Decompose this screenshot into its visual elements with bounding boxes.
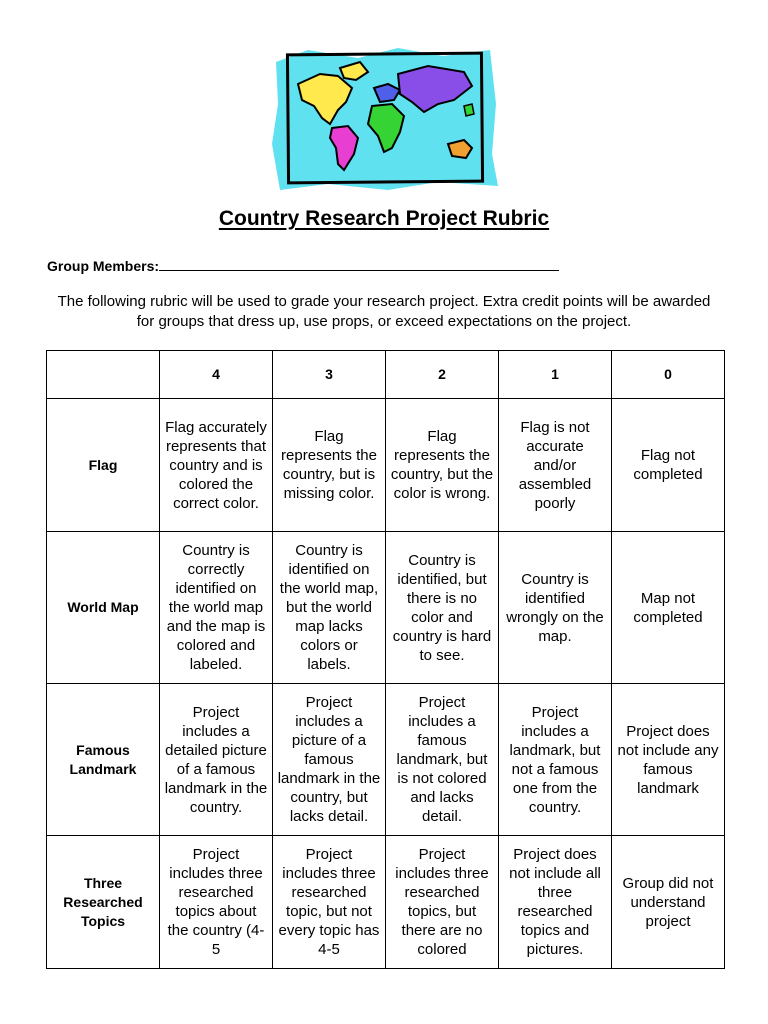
table-cell <box>499 684 612 836</box>
table-cell <box>612 399 725 532</box>
criterion-cell: World Map <box>47 532 160 684</box>
table-cell <box>160 399 273 532</box>
cell-text: Flag is not accurate and/or assembled poorly <box>518 418 592 512</box>
header-cell: 1 <box>499 351 612 399</box>
intro-paragraph: The following rubric will be used to grade your research project. Extra credit points will be awarded for groups that dress up, use props, or exceed expectations on the project. <box>57 293 711 330</box>
criterion-cell: Famous Landmark <box>47 684 160 836</box>
cell-text: Project includes three researched topics about the country (4-5 <box>167 846 265 958</box>
cell-text: Map not completed <box>633 589 703 626</box>
cell-text: Country is identified wrongly on the map. <box>506 570 604 645</box>
table-cell <box>386 684 499 836</box>
page-title: Country Research Project Rubric <box>218 207 550 230</box>
cell-text: Project includes three researched topic, but not every topic has 4-5 <box>278 846 380 958</box>
cell-text: Country is correctly identified on the world map and the map is colored and labeled. <box>166 542 266 673</box>
table-row <box>47 684 725 836</box>
table-cell <box>160 532 273 684</box>
cell-text: Country is identified on the world map, but the world map lacks colors or labels. <box>279 542 379 673</box>
world-map-icon <box>268 44 500 194</box>
criterion-cell: Three Researched Topics <box>47 836 160 969</box>
cell-text: Flag represents the country, but the color is wrong. <box>390 428 494 502</box>
cell-text: Country is identified, but there is no color and country is hard to see. <box>392 551 492 664</box>
header-cell <box>47 351 160 399</box>
table-cell <box>386 532 499 684</box>
cell-text: Project does not include all three researched topics and pictures. <box>509 846 601 958</box>
table-cell <box>499 399 612 532</box>
cell-text: Flag not completed <box>633 447 703 483</box>
table-cell <box>160 684 273 836</box>
cell-text: Project does not include any famous landmark <box>617 722 719 797</box>
header-cell: 3 <box>273 351 386 399</box>
group-members-field[interactable] <box>47 256 559 274</box>
group-members-blank-line[interactable] <box>159 256 559 271</box>
cell-text: Flag represents the country, but is missing color. <box>281 428 377 502</box>
table-cell <box>273 836 386 969</box>
cell-text: Project includes a landmark, but not a famous one from the country. <box>509 703 601 816</box>
table-cell <box>160 836 273 969</box>
table-row <box>47 836 725 969</box>
table-cell <box>273 399 386 532</box>
cell-text: Group did not understand project <box>622 874 714 930</box>
header-cell: 2 <box>386 351 499 399</box>
table-cell <box>273 532 386 684</box>
cell-text: Project includes three researched topics, but there are no colored <box>395 846 489 958</box>
table-row <box>47 532 725 684</box>
cell-text: Project includes a detailed picture of a famous landmark in the country. <box>164 703 268 816</box>
table-cell <box>612 684 725 836</box>
header-cell: 0 <box>612 351 725 399</box>
table-cell <box>273 684 386 836</box>
table-cell <box>499 532 612 684</box>
table-cell <box>386 399 499 532</box>
table-cell <box>612 836 725 969</box>
header-cell: 4 <box>160 351 273 399</box>
cell-text: Project includes a picture of a famous landmark in the country, but lacks detail. <box>277 694 381 825</box>
rubric-table <box>46 350 725 969</box>
header-row <box>47 351 725 399</box>
table-cell <box>386 836 499 969</box>
table-row <box>47 399 725 532</box>
table-cell <box>499 836 612 969</box>
table-cell <box>612 532 725 684</box>
criterion-cell: Flag <box>47 399 160 532</box>
cell-text: Project includes a famous landmark, but is not colored and lacks detail. <box>396 694 488 825</box>
group-members-label: Group Members: <box>47 258 160 274</box>
cell-text: Flag accurately represents that country and is colored the correct color. <box>165 418 267 512</box>
